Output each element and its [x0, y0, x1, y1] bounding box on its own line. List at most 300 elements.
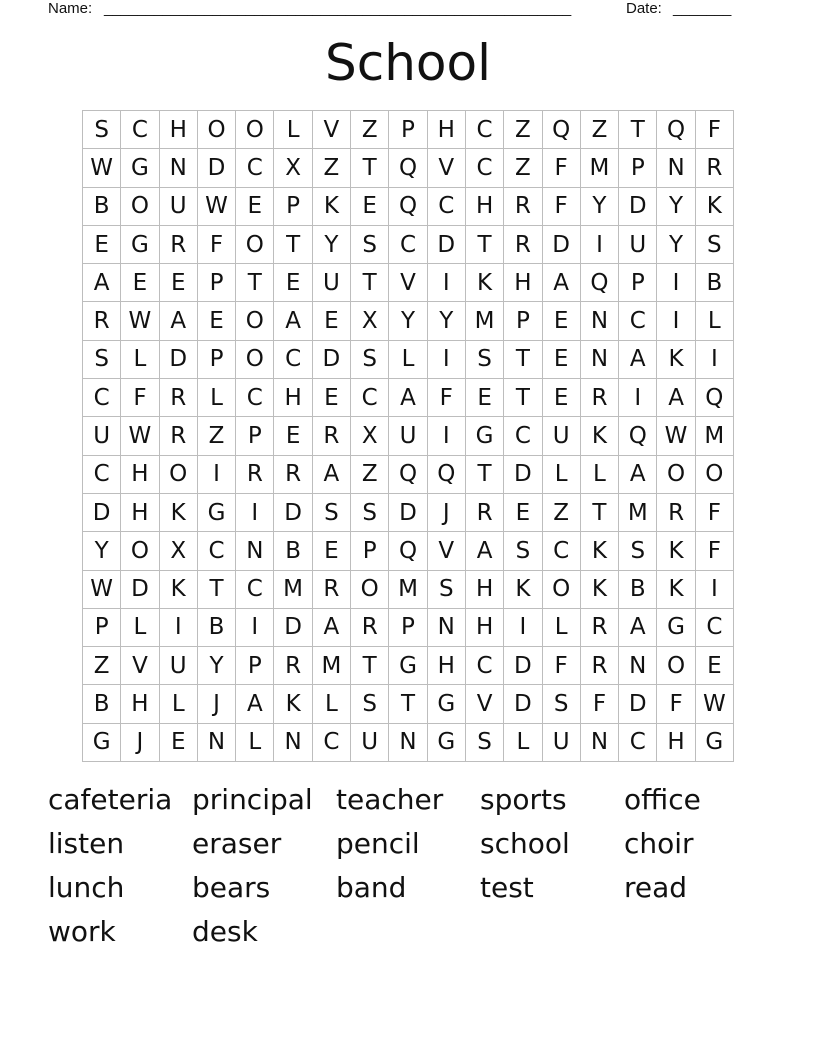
grid-cell[interactable]: W [83, 571, 121, 609]
grid-cell[interactable]: R [581, 647, 619, 685]
grid-cell[interactable]: G [696, 724, 734, 762]
word-list-item: work [48, 915, 116, 948]
word-list-item: bears [192, 871, 271, 904]
grid-cell[interactable]: T [466, 456, 504, 494]
grid-cell[interactable]: H [657, 724, 695, 762]
grid-cell[interactable]: F [543, 149, 581, 187]
grid-cell[interactable]: F [428, 379, 466, 417]
grid-cell[interactable]: Q [428, 456, 466, 494]
grid-cell[interactable]: Y [198, 647, 236, 685]
grid-cell[interactable]: F [581, 685, 619, 723]
grid-cell[interactable]: K [504, 571, 542, 609]
grid-cell[interactable]: T [619, 111, 657, 149]
grid-cell[interactable]: Z [351, 111, 389, 149]
grid-cell[interactable]: V [466, 685, 504, 723]
grid-cell[interactable]: Z [543, 494, 581, 532]
grid-cell[interactable]: L [543, 456, 581, 494]
grid-cell[interactable]: R [504, 188, 542, 226]
grid-cell[interactable]: F [696, 494, 734, 532]
grid-cell[interactable]: Q [657, 111, 695, 149]
grid-cell[interactable]: C [696, 609, 734, 647]
grid-cell[interactable]: O [657, 647, 695, 685]
word-list-item: sports [480, 783, 567, 816]
grid-cell[interactable]: O [236, 341, 274, 379]
grid-cell[interactable]: D [504, 685, 542, 723]
grid-cell[interactable]: X [351, 302, 389, 340]
grid-cell[interactable]: I [657, 302, 695, 340]
grid-cell[interactable]: F [657, 685, 695, 723]
grid-cell[interactable]: L [543, 609, 581, 647]
grid-cell[interactable]: T [389, 685, 427, 723]
grid-cell[interactable]: K [657, 571, 695, 609]
grid-cell[interactable]: N [657, 149, 695, 187]
grid-cell[interactable]: C [351, 379, 389, 417]
grid-cell[interactable]: B [696, 264, 734, 302]
grid-cell[interactable]: L [504, 724, 542, 762]
grid-cell[interactable]: Y [581, 188, 619, 226]
grid-cell[interactable]: R [696, 149, 734, 187]
grid-cell[interactable]: K [274, 685, 312, 723]
grid-cell[interactable]: I [428, 264, 466, 302]
grid-cell[interactable]: W [121, 417, 159, 455]
grid-cell[interactable]: L [198, 379, 236, 417]
grid-cell[interactable]: K [657, 532, 695, 570]
grid-cell[interactable]: K [160, 571, 198, 609]
grid-cell[interactable]: J [198, 685, 236, 723]
grid-cell[interactable]: N [198, 724, 236, 762]
grid-cell[interactable]: T [504, 379, 542, 417]
grid-cell[interactable]: C [543, 532, 581, 570]
grid-cell[interactable]: D [121, 571, 159, 609]
grid-cell[interactable]: R [657, 494, 695, 532]
grid-cell[interactable]: I [657, 264, 695, 302]
grid-cell[interactable]: T [351, 647, 389, 685]
grid-cell[interactable]: O [160, 456, 198, 494]
grid-cell[interactable]: C [121, 111, 159, 149]
grid-cell[interactable]: C [466, 647, 504, 685]
grid-cell[interactable]: D [389, 494, 427, 532]
grid-cell[interactable]: B [619, 571, 657, 609]
grid-cell[interactable]: Z [351, 456, 389, 494]
grid-cell[interactable]: A [619, 609, 657, 647]
grid-cell[interactable]: C [274, 341, 312, 379]
grid-cell[interactable]: C [428, 188, 466, 226]
grid-cell[interactable]: O [351, 571, 389, 609]
grid-cell[interactable]: S [466, 724, 504, 762]
grid-cell[interactable]: R [274, 647, 312, 685]
grid-cell[interactable]: M [313, 647, 351, 685]
grid-cell[interactable]: Q [389, 456, 427, 494]
grid-cell[interactable]: I [160, 609, 198, 647]
grid-cell[interactable]: D [504, 647, 542, 685]
grid-cell[interactable]: Z [504, 149, 542, 187]
grid-cell[interactable]: C [504, 417, 542, 455]
grid-cell[interactable]: P [351, 532, 389, 570]
grid-cell[interactable]: S [83, 111, 121, 149]
grid-cell[interactable]: K [313, 188, 351, 226]
grid-cell[interactable]: S [543, 685, 581, 723]
grid-cell[interactable]: C [236, 149, 274, 187]
word-list-item: eraser [192, 827, 282, 860]
grid-cell[interactable]: R [274, 456, 312, 494]
grid-cell[interactable]: O [121, 188, 159, 226]
grid-cell[interactable]: M [619, 494, 657, 532]
grid-cell[interactable]: L [160, 685, 198, 723]
grid-cell[interactable]: M [696, 417, 734, 455]
grid-cell[interactable]: E [274, 264, 312, 302]
grid-cell[interactable]: G [198, 494, 236, 532]
grid-cell[interactable]: I [696, 571, 734, 609]
grid-cell[interactable]: H [121, 456, 159, 494]
grid-cell[interactable]: U [83, 417, 121, 455]
grid-cell[interactable]: D [274, 609, 312, 647]
grid-cell[interactable]: B [274, 532, 312, 570]
grid-cell[interactable]: T [351, 264, 389, 302]
grid-cell[interactable]: H [274, 379, 312, 417]
grid-cell[interactable]: K [581, 571, 619, 609]
grid-cell[interactable]: U [160, 647, 198, 685]
grid-cell[interactable]: J [121, 724, 159, 762]
grid-cell[interactable]: S [619, 532, 657, 570]
grid-cell[interactable]: A [466, 532, 504, 570]
grid-cell[interactable]: N [236, 532, 274, 570]
grid-cell[interactable]: Z [504, 111, 542, 149]
grid-cell[interactable]: C [313, 724, 351, 762]
grid-cell[interactable]: R [313, 417, 351, 455]
grid-cell[interactable]: R [83, 302, 121, 340]
grid-cell[interactable]: T [274, 226, 312, 264]
grid-cell[interactable]: T [581, 494, 619, 532]
grid-cell[interactable]: N [160, 149, 198, 187]
grid-cell[interactable]: E [351, 188, 389, 226]
grid-cell[interactable]: L [313, 685, 351, 723]
grid-cell[interactable]: D [83, 494, 121, 532]
grid-cell[interactable]: S [83, 341, 121, 379]
grid-cell[interactable]: S [351, 226, 389, 264]
grid-cell[interactable]: F [198, 226, 236, 264]
grid-cell[interactable]: N [389, 724, 427, 762]
grid-cell[interactable]: T [198, 571, 236, 609]
grid-cell[interactable]: V [389, 264, 427, 302]
grid-cell[interactable]: D [619, 188, 657, 226]
grid-cell[interactable]: G [428, 685, 466, 723]
grid-cell[interactable]: X [351, 417, 389, 455]
grid-cell[interactable]: V [313, 111, 351, 149]
grid-cell[interactable]: R [160, 379, 198, 417]
grid-cell[interactable]: W [198, 188, 236, 226]
grid-cell[interactable]: L [121, 609, 159, 647]
grid-cell[interactable]: N [274, 724, 312, 762]
grid-cell[interactable]: A [236, 685, 274, 723]
grid-cell[interactable]: D [198, 149, 236, 187]
grid-cell[interactable]: K [581, 417, 619, 455]
grid-cell[interactable]: A [83, 264, 121, 302]
grid-cell[interactable]: U [543, 724, 581, 762]
grid-cell[interactable]: Q [389, 532, 427, 570]
grid-cell[interactable]: Y [657, 226, 695, 264]
grid-cell[interactable]: Q [389, 188, 427, 226]
word-list-item: listen [48, 827, 125, 860]
grid-cell[interactable]: N [619, 647, 657, 685]
grid-cell[interactable]: I [236, 494, 274, 532]
grid-cell[interactable]: U [619, 226, 657, 264]
grid-cell[interactable]: R [504, 226, 542, 264]
grid-cell[interactable]: C [389, 226, 427, 264]
grid-cell[interactable]: R [351, 609, 389, 647]
grid-cell[interactable]: E [313, 302, 351, 340]
grid-cell[interactable]: R [581, 609, 619, 647]
grid-cell[interactable]: M [389, 571, 427, 609]
grid-cell[interactable]: Z [313, 149, 351, 187]
grid-cell[interactable]: A [313, 456, 351, 494]
grid-cell[interactable]: B [83, 188, 121, 226]
grid-cell[interactable]: Y [83, 532, 121, 570]
grid-cell[interactable]: S [466, 341, 504, 379]
grid-cell[interactable]: G [121, 226, 159, 264]
grid-cell[interactable]: N [581, 341, 619, 379]
grid-cell[interactable]: P [619, 264, 657, 302]
word-list-item: desk [192, 915, 258, 948]
grid-cell[interactable]: V [428, 532, 466, 570]
grid-cell[interactable]: H [504, 264, 542, 302]
grid-cell[interactable]: T [466, 226, 504, 264]
grid-cell[interactable]: F [121, 379, 159, 417]
grid-cell[interactable]: D [619, 685, 657, 723]
grid-cell[interactable]: Q [389, 149, 427, 187]
grid-cell[interactable]: P [504, 302, 542, 340]
grid-cell[interactable]: H [428, 111, 466, 149]
grid-cell[interactable]: D [160, 341, 198, 379]
grid-cell[interactable]: P [83, 609, 121, 647]
grid-cell[interactable]: Z [581, 111, 619, 149]
grid-cell[interactable]: F [696, 111, 734, 149]
grid-cell[interactable]: S [351, 685, 389, 723]
grid-cell[interactable]: O [696, 456, 734, 494]
grid-cell[interactable]: C [466, 111, 504, 149]
grid-cell[interactable]: P [619, 149, 657, 187]
grid-cell[interactable]: M [466, 302, 504, 340]
grid-cell[interactable]: N [581, 302, 619, 340]
grid-cell[interactable]: A [543, 264, 581, 302]
grid-cell[interactable]: E [466, 379, 504, 417]
grid-cell[interactable]: S [351, 341, 389, 379]
grid-cell[interactable]: Y [657, 188, 695, 226]
grid-cell[interactable]: C [198, 532, 236, 570]
grid-cell[interactable]: W [83, 149, 121, 187]
grid-cell[interactable]: S [696, 226, 734, 264]
grid-cell[interactable]: I [428, 417, 466, 455]
grid-cell[interactable]: U [351, 724, 389, 762]
grid-cell[interactable]: E [160, 264, 198, 302]
word-list-item: office [624, 783, 701, 816]
grid-cell[interactable]: M [581, 149, 619, 187]
grid-cell[interactable]: R [313, 571, 351, 609]
grid-cell[interactable]: H [428, 647, 466, 685]
grid-cell[interactable]: C [619, 724, 657, 762]
grid-cell[interactable]: W [696, 685, 734, 723]
grid-cell[interactable]: F [696, 532, 734, 570]
grid-cell[interactable]: B [198, 609, 236, 647]
grid-cell[interactable]: I [198, 456, 236, 494]
grid-cell[interactable]: E [543, 302, 581, 340]
grid-cell[interactable]: A [619, 341, 657, 379]
name-field[interactable]: ________________________________________________________ [104, 0, 572, 17]
grid-cell[interactable]: E [543, 379, 581, 417]
grid-cell[interactable]: S [504, 532, 542, 570]
grid-cell[interactable]: T [504, 341, 542, 379]
grid-cell[interactable]: I [428, 341, 466, 379]
grid-cell[interactable]: E [236, 188, 274, 226]
grid-cell[interactable]: C [83, 379, 121, 417]
grid-cell[interactable]: N [581, 724, 619, 762]
grid-cell[interactable]: C [466, 149, 504, 187]
grid-cell[interactable]: S [351, 494, 389, 532]
grid-cell[interactable]: R [160, 417, 198, 455]
grid-cell[interactable]: T [236, 264, 274, 302]
grid-cell[interactable]: H [121, 494, 159, 532]
grid-cell[interactable]: K [466, 264, 504, 302]
grid-cell[interactable]: O [198, 111, 236, 149]
grid-cell[interactable]: E [274, 417, 312, 455]
grid-cell[interactable]: C [236, 379, 274, 417]
grid-cell[interactable]: A [619, 456, 657, 494]
grid-cell[interactable]: D [504, 456, 542, 494]
grid-cell[interactable]: P [198, 264, 236, 302]
grid-cell[interactable]: I [504, 609, 542, 647]
grid-cell[interactable]: H [160, 111, 198, 149]
grid-cell[interactable]: J [428, 494, 466, 532]
grid-cell[interactable]: Q [696, 379, 734, 417]
grid-cell[interactable]: Q [581, 264, 619, 302]
grid-cell[interactable]: I [581, 226, 619, 264]
grid-cell[interactable]: E [696, 647, 734, 685]
grid-cell[interactable]: H [121, 685, 159, 723]
grid-cell[interactable]: K [657, 341, 695, 379]
grid-cell[interactable]: D [428, 226, 466, 264]
grid-cell[interactable]: I [236, 609, 274, 647]
grid-cell[interactable]: K [581, 532, 619, 570]
grid-cell[interactable]: P [198, 341, 236, 379]
grid-cell[interactable]: E [121, 264, 159, 302]
grid-cell[interactable]: E [313, 379, 351, 417]
grid-cell[interactable]: P [274, 188, 312, 226]
grid-cell[interactable]: V [121, 647, 159, 685]
name-label: Name: [48, 0, 93, 17]
word-list-item: cafeteria [48, 783, 173, 816]
grid-cell[interactable]: G [83, 724, 121, 762]
grid-cell[interactable]: F [543, 188, 581, 226]
grid-cell[interactable]: N [428, 609, 466, 647]
grid-cell[interactable]: F [543, 647, 581, 685]
grid-cell[interactable]: Y [389, 302, 427, 340]
grid-cell[interactable]: Q [619, 417, 657, 455]
grid-cell[interactable]: I [619, 379, 657, 417]
grid-cell[interactable]: E [504, 494, 542, 532]
grid-cell[interactable]: V [428, 149, 466, 187]
grid-cell[interactable]: A [657, 379, 695, 417]
grid-cell[interactable]: L [274, 111, 312, 149]
grid-cell[interactable]: P [236, 647, 274, 685]
grid-cell[interactable]: W [657, 417, 695, 455]
grid-cell[interactable]: A [160, 302, 198, 340]
grid-cell[interactable]: P [389, 111, 427, 149]
grid-cell[interactable]: O [236, 226, 274, 264]
grid-cell[interactable]: E [160, 724, 198, 762]
grid-cell[interactable]: D [313, 341, 351, 379]
grid-cell[interactable]: Y [313, 226, 351, 264]
grid-cell[interactable]: D [543, 226, 581, 264]
grid-cell[interactable]: R [160, 226, 198, 264]
grid-cell[interactable]: G [657, 609, 695, 647]
grid-cell[interactable]: H [466, 571, 504, 609]
grid-cell[interactable]: Z [83, 647, 121, 685]
grid-cell[interactable]: X [160, 532, 198, 570]
grid-cell[interactable]: Q [543, 111, 581, 149]
grid-cell[interactable]: P [389, 609, 427, 647]
grid-cell[interactable]: S [428, 571, 466, 609]
grid-cell[interactable]: H [466, 188, 504, 226]
grid-cell[interactable]: O [236, 302, 274, 340]
grid-cell[interactable]: K [160, 494, 198, 532]
grid-cell[interactable]: G [466, 417, 504, 455]
grid-cell[interactable]: M [274, 571, 312, 609]
grid-cell[interactable]: U [389, 417, 427, 455]
grid-cell[interactable]: K [696, 188, 734, 226]
grid-cell[interactable]: L [121, 341, 159, 379]
grid-cell[interactable]: L [581, 456, 619, 494]
grid-cell[interactable]: S [313, 494, 351, 532]
grid-cell[interactable]: Z [198, 417, 236, 455]
grid-cell[interactable]: B [83, 685, 121, 723]
grid-cell[interactable]: L [696, 302, 734, 340]
grid-cell[interactable]: X [274, 149, 312, 187]
grid-cell[interactable]: G [428, 724, 466, 762]
grid-cell[interactable]: L [389, 341, 427, 379]
grid-cell[interactable]: I [696, 341, 734, 379]
grid-cell[interactable]: E [198, 302, 236, 340]
grid-cell[interactable]: E [313, 532, 351, 570]
grid-cell[interactable]: H [466, 609, 504, 647]
grid-cell[interactable]: U [543, 417, 581, 455]
grid-cell[interactable]: R [581, 379, 619, 417]
grid-cell[interactable]: E [83, 226, 121, 264]
grid-cell[interactable]: U [160, 188, 198, 226]
date-field[interactable]: _______ [673, 0, 732, 17]
grid-cell[interactable]: O [236, 111, 274, 149]
grid-cell[interactable]: E [543, 341, 581, 379]
grid-cell[interactable]: C [619, 302, 657, 340]
grid-cell[interactable]: W [121, 302, 159, 340]
grid-cell[interactable]: R [466, 494, 504, 532]
grid-cell[interactable]: D [274, 494, 312, 532]
grid-cell[interactable]: T [351, 149, 389, 187]
grid-cell[interactable]: O [543, 571, 581, 609]
grid-cell[interactable]: A [389, 379, 427, 417]
grid-cell[interactable]: A [274, 302, 312, 340]
grid-cell[interactable]: R [236, 456, 274, 494]
grid-cell[interactable]: Y [428, 302, 466, 340]
grid-cell[interactable]: C [83, 456, 121, 494]
grid-cell[interactable]: C [236, 571, 274, 609]
grid-cell[interactable]: L [236, 724, 274, 762]
grid-cell[interactable]: P [236, 417, 274, 455]
grid-cell[interactable]: O [121, 532, 159, 570]
grid-cell[interactable]: G [389, 647, 427, 685]
grid-cell[interactable]: U [313, 264, 351, 302]
grid-cell[interactable]: G [121, 149, 159, 187]
grid-cell[interactable]: A [313, 609, 351, 647]
grid-cell[interactable]: O [657, 456, 695, 494]
